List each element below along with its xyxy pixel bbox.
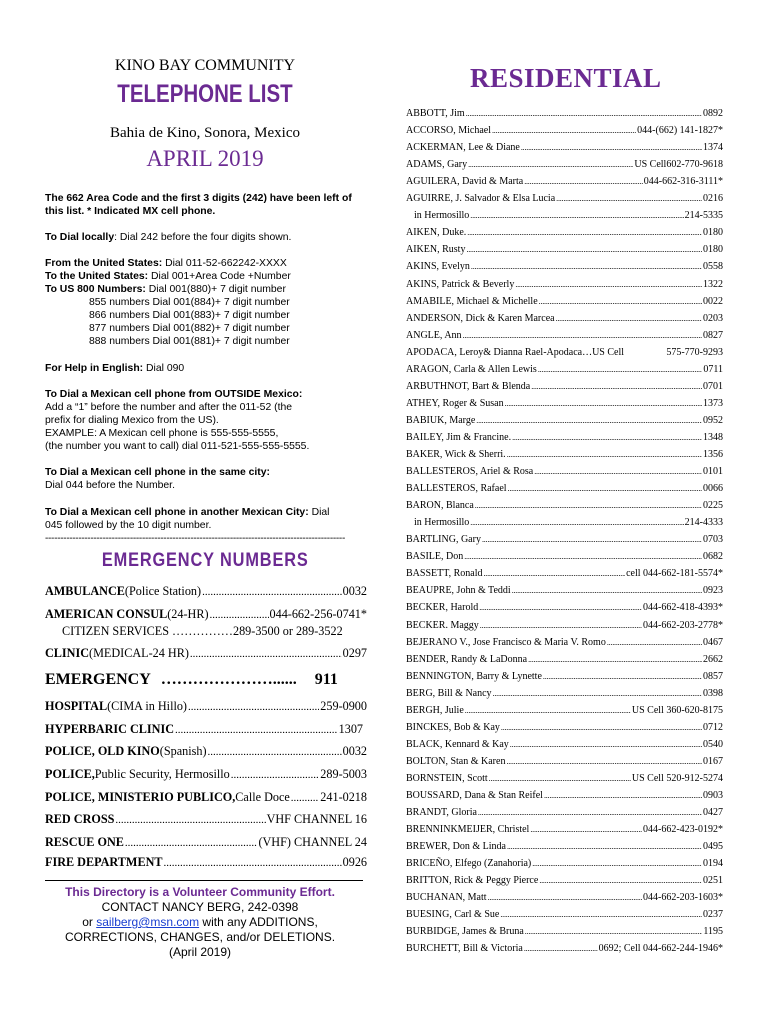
entry-phone: 1356 (703, 449, 723, 460)
entry-name: APODACA, Leroy& Dianna Rael-Apodaca…US Cell (406, 346, 625, 358)
entry-name: BAKER, Wick & Sherri. (406, 449, 506, 460)
entry-phone: 0225 (703, 500, 723, 512)
emergency-911: EMERGENCY …………………...... 911 (45, 671, 338, 688)
entry-phone: 214-4333 (684, 517, 723, 529)
list-item (406, 210, 723, 224)
entry-name: BEAUPRE, John & Teddi (406, 585, 511, 597)
list-item (406, 193, 723, 207)
list-item (406, 722, 723, 736)
list-item (406, 330, 723, 344)
list-item (406, 568, 723, 582)
same-city-heading: To Dial a Mexican cell phone in the same city: (45, 467, 271, 478)
footer-email-line: or sailberg@msn.com with any ADDITIONS, (82, 915, 318, 929)
emergency-police-ministerio: POLICE, MINISTERIO PUBLICO, Calle Doce ..... 241-0218 (45, 790, 367, 805)
dot-leader (607, 638, 702, 647)
page-title: TELEPHONE LIST (117, 80, 293, 108)
dot-leader (508, 484, 702, 493)
list-item (406, 261, 723, 275)
dashed-divider: --------------------------------------------------------------------------------------------------- (45, 533, 345, 544)
entry-phone: 0923 (703, 585, 723, 597)
entry-name: BURBIDGE, James & Bruna (406, 926, 524, 938)
entry-phone: 044-662-203-2778* (643, 619, 723, 631)
entry-name: BUCHANAN, Matt (406, 892, 487, 904)
entry-phone: 0427 (703, 807, 723, 819)
entry-name: BASILE, Don (406, 551, 464, 563)
list-item (406, 756, 723, 770)
list-item (406, 671, 723, 685)
dial-locally: To Dial locally: Dial 242 before the four digits shown. (45, 232, 292, 243)
dot-leader (470, 518, 683, 527)
other-city-heading: To Dial a Mexican cell phone in another Mexican City: Dial (45, 507, 330, 518)
entry-phone: 0495 (703, 841, 723, 853)
list-item (406, 926, 723, 940)
emergency-hospital: HOSPITAL (CIMA in Hillo) ..... 259-0900 (45, 699, 367, 714)
entry-name: BINCKES, Bob & Kay (406, 721, 500, 733)
entry-phone: 0022 (703, 295, 723, 307)
entry-name: BEJERANO V., Jose Francisco & Maria V. Romo (406, 636, 606, 648)
emergency-police-old-kino: POLICE, OLD KINO (Spanish) ..... 0032 (45, 744, 367, 759)
dot-leader (530, 825, 642, 834)
list-item (406, 773, 723, 787)
dot-leader (489, 774, 631, 783)
entry-name: ARAGON, Carla & Allen Lewis (406, 363, 537, 375)
footer-contact: CONTACT NANCY BERG, 242-0398 (101, 900, 299, 914)
entry-name: ANGLE, Ann (406, 329, 462, 341)
entry-name: BECKER. Maggy (406, 619, 479, 631)
list-item (406, 432, 723, 446)
entry-phone: 1373 (703, 397, 723, 409)
dot-leader (515, 280, 702, 289)
list-item (406, 466, 723, 480)
entry-name: AGUIRRE, J. Salvador & Elsa Lucia (406, 193, 556, 205)
list-item (406, 364, 723, 378)
entry-phone: 0952 (703, 414, 723, 426)
entry-phone: 214-5335 (684, 210, 723, 222)
entry-name: BAILEY, Jim & Francine. (406, 431, 512, 443)
emergency-ambulance: AMBULANCE (Police Station) ..... 0032 (45, 584, 367, 599)
entry-name: in Hermosillo (414, 210, 470, 222)
emergency-rescue-one: RESCUE ONE ..... (VHF) CHANNEL 24 (45, 835, 367, 850)
dot-leader (488, 893, 642, 902)
entry-name: BRICEÑO, Elfego (Zanahoria) (406, 858, 532, 870)
dot-leader (532, 859, 702, 868)
dot-leader (539, 297, 702, 306)
list-item (406, 176, 723, 190)
entry-name: BENNINGTON, Barry & Lynette (406, 670, 542, 682)
numbers-888: 888 numbers Dial 001(881)+ 7 digit number (89, 336, 290, 347)
dot-leader (492, 126, 636, 135)
outside-line-2: prefix for dialing Mexico from the US). (45, 415, 219, 426)
entry-name: ACCORSO, Michael (406, 125, 491, 137)
list-item (406, 296, 723, 310)
help-english: For Help in English: Dial 090 (45, 363, 185, 374)
list-item (406, 415, 723, 429)
entry-name: BORNSTEIN, Scott (406, 772, 488, 784)
entry-phone: 1348 (703, 431, 723, 443)
list-item (406, 517, 723, 531)
entry-phone: 0180 (703, 244, 723, 256)
email-link[interactable]: sailberg@msn.com (96, 915, 200, 929)
entry-phone: 044-662-316-3111* (643, 176, 723, 188)
list-item (406, 585, 723, 599)
entry-phone: 1374 (703, 142, 723, 154)
dot-leader (544, 791, 702, 800)
entry-name: BARON, Blanca (406, 500, 474, 512)
dot-leader (524, 944, 598, 953)
dot-leader (466, 245, 702, 254)
entry-phone: 0692; Cell 044-662-244-1946* (598, 943, 723, 955)
dot-leader (507, 450, 702, 459)
emergency-consul: AMERICAN CONSUL (24-HR) ..... 044-662-256-0741* (45, 607, 367, 622)
entry-name: ABBOTT, Jim (406, 108, 465, 119)
to-us: To the United States: Dial 001+Area Code +Number (45, 271, 291, 282)
entry-phone: 0827 (703, 329, 723, 341)
entry-phone: 1322 (703, 278, 723, 290)
entry-name: AKINS, Patrick & Beverly (406, 278, 515, 290)
entry-phone: 0467 (703, 636, 723, 648)
dot-leader (476, 416, 702, 425)
dot-leader (478, 808, 702, 817)
dot-leader (501, 723, 702, 732)
entry-phone: 2662 (703, 653, 723, 665)
dot-leader (556, 194, 702, 203)
area-code-note: The 662 Area Code and the first 3 digits (242) have been left of this list. * Indicated MX cell phone. (45, 193, 352, 217)
dot-leader (467, 228, 702, 237)
entry-phone: 0558 (703, 261, 723, 273)
numbers-855: 855 numbers Dial 001(884)+ 7 digit number (89, 297, 290, 308)
outside-line-1: Add a “1” before the number and after the 011-52 (the (45, 402, 293, 413)
footer-volunteer: This Directory is a Volunteer Community Effort. (65, 885, 335, 899)
entry-phone: 0216 (703, 193, 723, 205)
entry-name: ATHEY, Roger & Susan (406, 397, 504, 409)
entry-phone: 0180 (703, 227, 723, 239)
entry-phone: 0540 (703, 738, 723, 750)
emergency-fire: FIRE DEPARTMENT ..... 0926 (45, 855, 367, 870)
entry-name: AMABILE, Michael & Michelle (406, 295, 538, 307)
entry-name: BABIUK, Marge (406, 414, 476, 426)
location: Bahia de Kino, Sonora, Mexico (110, 125, 300, 141)
entry-phone: 1195 (703, 926, 723, 938)
list-item (406, 841, 723, 855)
list-item (406, 227, 723, 241)
entry-name: BLACK, Kennard & Kay (406, 738, 509, 750)
entry-name: AIKEN, Duke. (406, 227, 467, 239)
entry-name: AIKEN, Rusty (406, 244, 466, 256)
entry-name: ADAMS, Gary (406, 159, 468, 171)
dot-leader (479, 603, 642, 612)
dot-leader (524, 177, 643, 186)
dot-leader (471, 262, 702, 271)
list-item (406, 398, 723, 412)
list-item (406, 943, 723, 957)
entry-name: BREWER, Don & Linda (406, 841, 506, 853)
entry-name: ANDERSON, Dick & Karen Marcea (406, 312, 555, 324)
entry-name: in Hermosillo (414, 517, 470, 529)
entry-name: BOLTON, Stan & Karen (406, 755, 506, 767)
emergency-red-cross: RED CROSS ..... VHF CHANNEL 16 (45, 812, 367, 827)
entry-phone: US Cell 360-620-8175 (631, 704, 723, 716)
entry-phone: 0251 (703, 875, 723, 887)
entry-phone: 0682 (703, 551, 723, 563)
dot-leader (528, 655, 702, 664)
list-item (406, 108, 723, 122)
dot-leader (480, 621, 642, 630)
list-item (406, 824, 723, 838)
dot-leader (506, 757, 702, 766)
list-item (406, 347, 723, 361)
dot-leader (531, 382, 702, 391)
right-column (400, 0, 768, 1024)
dot-leader (510, 740, 702, 749)
entry-name: BRANDT, Gloria (406, 807, 477, 819)
entry-name: BERG, Bill & Nancy (406, 687, 492, 699)
entry-phone: US Cell 520-912-5274 (631, 772, 723, 784)
dot-leader (500, 910, 702, 919)
entry-phone: 044-(662) 141-1827* (637, 125, 723, 137)
list-item (406, 892, 723, 906)
list-item (406, 807, 723, 821)
list-item (406, 159, 723, 173)
list-item (406, 551, 723, 565)
list-item (406, 313, 723, 327)
entry-phone: 0194 (703, 858, 723, 870)
entry-phone: 0857 (703, 670, 723, 682)
entry-name: BECKER, Harold (406, 602, 479, 614)
dot-leader (475, 501, 702, 510)
list-item (406, 449, 723, 463)
emergency-hyperbaric: HYPERBARIC CLINIC ..... 1307 (45, 722, 367, 737)
to-800: To US 800 Numbers: Dial 001(880)+ 7 digit number (45, 284, 286, 295)
entry-name: BENDER, Randy & LaDonna (406, 653, 528, 665)
outside-line-3: EXAMPLE: A Mexican cell phone is 555-555-5555, (45, 428, 279, 439)
dot-leader (493, 689, 702, 698)
emergency-heading: EMERGENCY NUMBERS (101, 550, 309, 571)
other-city-text: 045 followed by the 10 digit number. (45, 520, 212, 531)
dot-leader (538, 365, 703, 374)
dot-leader (505, 399, 702, 408)
list-item (406, 142, 723, 156)
list-item (406, 279, 723, 293)
list-item (406, 909, 723, 923)
emergency-police-public: POLICE, Public Security, Hermosillo ..... 289-5003 (45, 767, 367, 782)
dot-leader (556, 314, 702, 323)
list-item (406, 244, 723, 258)
list-item (406, 534, 723, 548)
entry-name: BERGH, Julie (406, 704, 464, 716)
residential-title: RESIDENTIAL (470, 63, 662, 93)
entry-phone: 0237 (703, 909, 723, 921)
list-item (406, 483, 723, 497)
entry-phone: cell 044-662-181-5574* (626, 568, 723, 580)
list-item (406, 875, 723, 889)
entry-phone: 0066 (703, 483, 723, 495)
entry-phone: 0892 (703, 108, 723, 119)
entry-name: BASSETT, Ronald (406, 568, 483, 580)
entry-phone: 0903 (703, 790, 723, 801)
entry-name: BRENNINKMEIJER, Christel (406, 824, 530, 836)
same-city-text: Dial 044 before the Number. (45, 480, 175, 491)
numbers-866: 866 numbers Dial 001(883)+ 7 digit number (89, 310, 290, 321)
dot-leader (465, 706, 631, 715)
entry-name: BALLESTEROS, Ariel & Rosa (406, 466, 534, 478)
outside-mexico-heading: To Dial a Mexican cell phone from OUTSIDE Mexico: (45, 389, 303, 400)
entry-name: ACKERMAN, Lee & Diane (406, 142, 520, 154)
entry-phone: 044-662-203-1603* (643, 892, 723, 904)
dot-leader (543, 672, 702, 681)
entry-name: BALLESTEROS, Rafael (406, 483, 507, 495)
list-item (406, 125, 723, 139)
from-us: From the United States: Dial 011-52-662242-XXXX (45, 258, 287, 269)
numbers-877: 877 numbers Dial 001(882)+ 7 digit number (89, 323, 290, 334)
entry-name: ARBUTHNOT, Bart & Blenda (406, 380, 531, 392)
list-item (406, 637, 723, 651)
list-item (406, 654, 723, 668)
entry-name: BOUSSARD, Dana & Stan Reifel (406, 790, 543, 801)
entry-phone: 044-662-418-4393* (643, 602, 723, 614)
entry-phone: 575-770-9293 (666, 346, 723, 358)
dot-leader (525, 927, 703, 936)
entry-phone: 0711 (703, 363, 723, 375)
list-item (406, 858, 723, 872)
entry-phone: 0703 (703, 534, 723, 546)
entry-name: BURCHETT, Bill & Victoria (406, 943, 523, 955)
entry-name: BRITTON, Rick & Peggy Pierce (406, 875, 539, 887)
emergency-clinic: CLINIC (MEDICAL-24 HR) ..... 0297 (45, 646, 367, 661)
dot-leader (464, 552, 702, 561)
entry-phone: 0398 (703, 687, 723, 699)
issue-date: APRIL 2019 (146, 146, 264, 171)
dot-leader (512, 433, 702, 442)
list-item (406, 620, 723, 634)
list-item (406, 602, 723, 616)
entry-phone: 0203 (703, 312, 723, 324)
list-item (406, 688, 723, 702)
dot-leader (470, 211, 683, 220)
entry-phone: 044-662-423-0192* (643, 824, 723, 836)
entry-phone: US Cell602-770-9618 (634, 159, 723, 171)
list-item (406, 500, 723, 514)
entry-phone: 0167 (703, 755, 723, 767)
list-item (406, 705, 723, 719)
entry-phone: 0701 (703, 380, 723, 392)
entry-name: BARTLING, Gary (406, 534, 481, 546)
list-item (406, 739, 723, 753)
footer-date: (April 2019) (168, 945, 232, 959)
list-item (406, 790, 723, 804)
dot-leader (468, 160, 633, 169)
emergency-citizen-services: CITIZEN SERVICES ……………289-3500 or 289-3522 (62, 624, 343, 638)
footer-divider (45, 880, 363, 881)
entry-name: AGUILERA, David & Marta (406, 176, 524, 188)
dot-leader (466, 109, 702, 118)
entry-phone: 0712 (703, 721, 723, 733)
entry-name: AKINS, Evelyn (406, 261, 470, 273)
dot-leader (463, 331, 702, 340)
dot-leader (507, 842, 702, 851)
list-item (406, 381, 723, 395)
dot-leader (539, 876, 702, 885)
outside-line-4: (the number you want to call) dial 011-521-555-555-5555. (45, 441, 310, 452)
entry-name: BUESING, Carl & Sue (406, 909, 500, 921)
dot-leader (483, 569, 625, 578)
dot-leader (482, 535, 702, 544)
dot-leader (512, 586, 702, 595)
org-name: KINO BAY COMMUNITY (114, 57, 296, 74)
dot-leader (534, 467, 702, 476)
entry-phone: 0101 (703, 466, 723, 478)
footer-corrections: CORRECTIONS, CHANGES, and/or DELETIONS. (64, 930, 336, 944)
dot-leader (521, 143, 702, 152)
